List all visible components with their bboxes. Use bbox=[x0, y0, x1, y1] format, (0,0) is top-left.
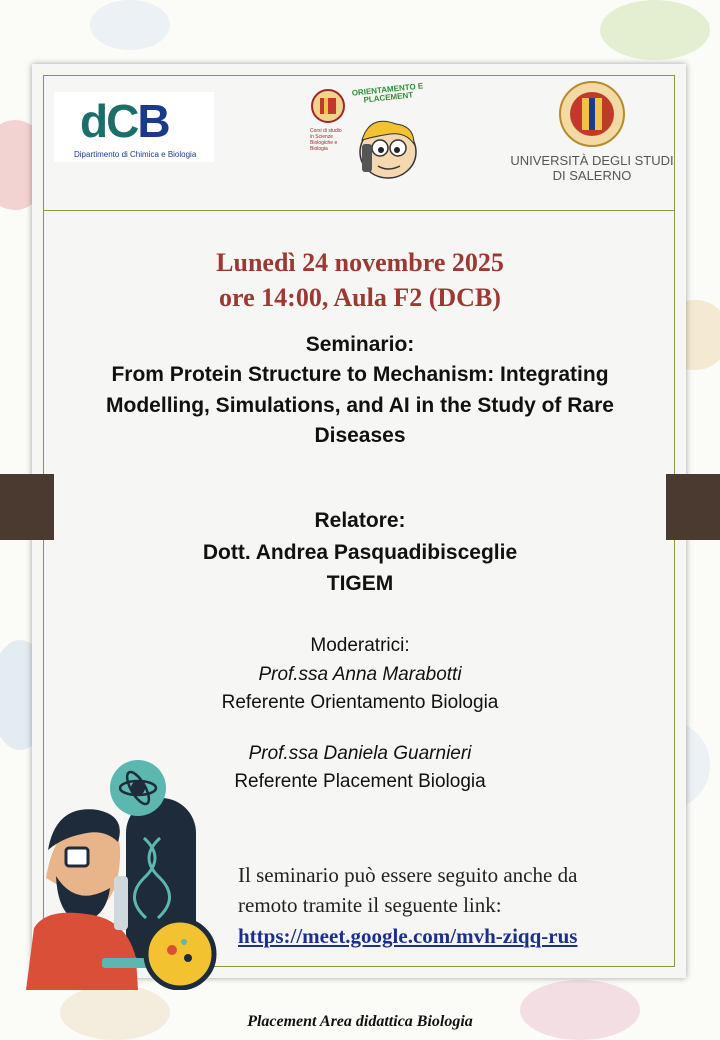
dcb-letter-d: d bbox=[80, 95, 107, 147]
seminar-title-line-1: From Protein Structure to Mechanism: Integrating bbox=[111, 363, 609, 387]
seminar-section bbox=[60, 330, 660, 452]
remote-text-line-1: Il seminario può essere seguito anche da bbox=[238, 863, 578, 887]
event-datetime bbox=[60, 245, 660, 315]
university-name bbox=[510, 154, 674, 184]
left-tab-decoration bbox=[0, 474, 54, 540]
moderator-name: Prof.ssa Daniela Guarnieri bbox=[248, 742, 472, 764]
dcb-subtitle: Dipartimento di Chimica e Biologia bbox=[74, 150, 197, 159]
orientamento-subtitle: Corsi di studio in Scienze Biologiche e Biologia bbox=[310, 128, 342, 152]
university-logo bbox=[510, 80, 674, 188]
footer-text: Placement Area didattica Biologia bbox=[247, 1013, 473, 1030]
orientamento-title: ORIENTAMENTO E PLACEMENT bbox=[351, 81, 424, 105]
event-time-place: ore 14:00, Aula F2 (DCB) bbox=[219, 283, 501, 313]
dcb-logo bbox=[54, 92, 214, 162]
moderator-name: Prof.ssa Anna Marabotti bbox=[258, 663, 462, 685]
header-separator bbox=[43, 210, 675, 211]
university-name-line2: DI SALERNO bbox=[552, 167, 632, 183]
meet-link[interactable]: https://meet.google.com/mvh-ziqq-rus bbox=[238, 923, 578, 948]
seminar-label: Seminario: bbox=[305, 333, 415, 356]
speaker-name: Dott. Andrea Pasquadibisceglie bbox=[202, 540, 518, 564]
moderator-role: Referente Placement Biologia bbox=[234, 771, 486, 792]
dcb-letter-c: C bbox=[106, 95, 138, 147]
seminar-title-line-2: Modelling, Simulations, and AI in the Study of Rare bbox=[106, 393, 614, 417]
remote-access-section bbox=[238, 860, 668, 951]
university-name-line1: UNIVERSITÀ DEGLI STUDI bbox=[510, 153, 674, 168]
seminar-title-line-3: Diseases bbox=[314, 424, 406, 448]
orientamento-placement-logo bbox=[310, 81, 430, 188]
speaker-label: Relatore: bbox=[314, 509, 406, 532]
event-date: Lunedì 24 novembre 2025 bbox=[216, 248, 504, 277]
right-tab-decoration bbox=[666, 474, 720, 540]
dcb-letter-b: B bbox=[137, 95, 169, 147]
moderator-role: Referente Orientamento Biologia bbox=[221, 692, 499, 713]
speaker-section bbox=[60, 505, 660, 600]
scientist-illustration-icon bbox=[26, 758, 222, 990]
moderators-label: Moderatrici: bbox=[310, 635, 410, 656]
university-seal-icon bbox=[510, 80, 674, 152]
speaker-affiliation: TIGEM bbox=[326, 572, 394, 595]
remote-text-line-2: remoto tramite il seguente link: bbox=[238, 893, 502, 918]
